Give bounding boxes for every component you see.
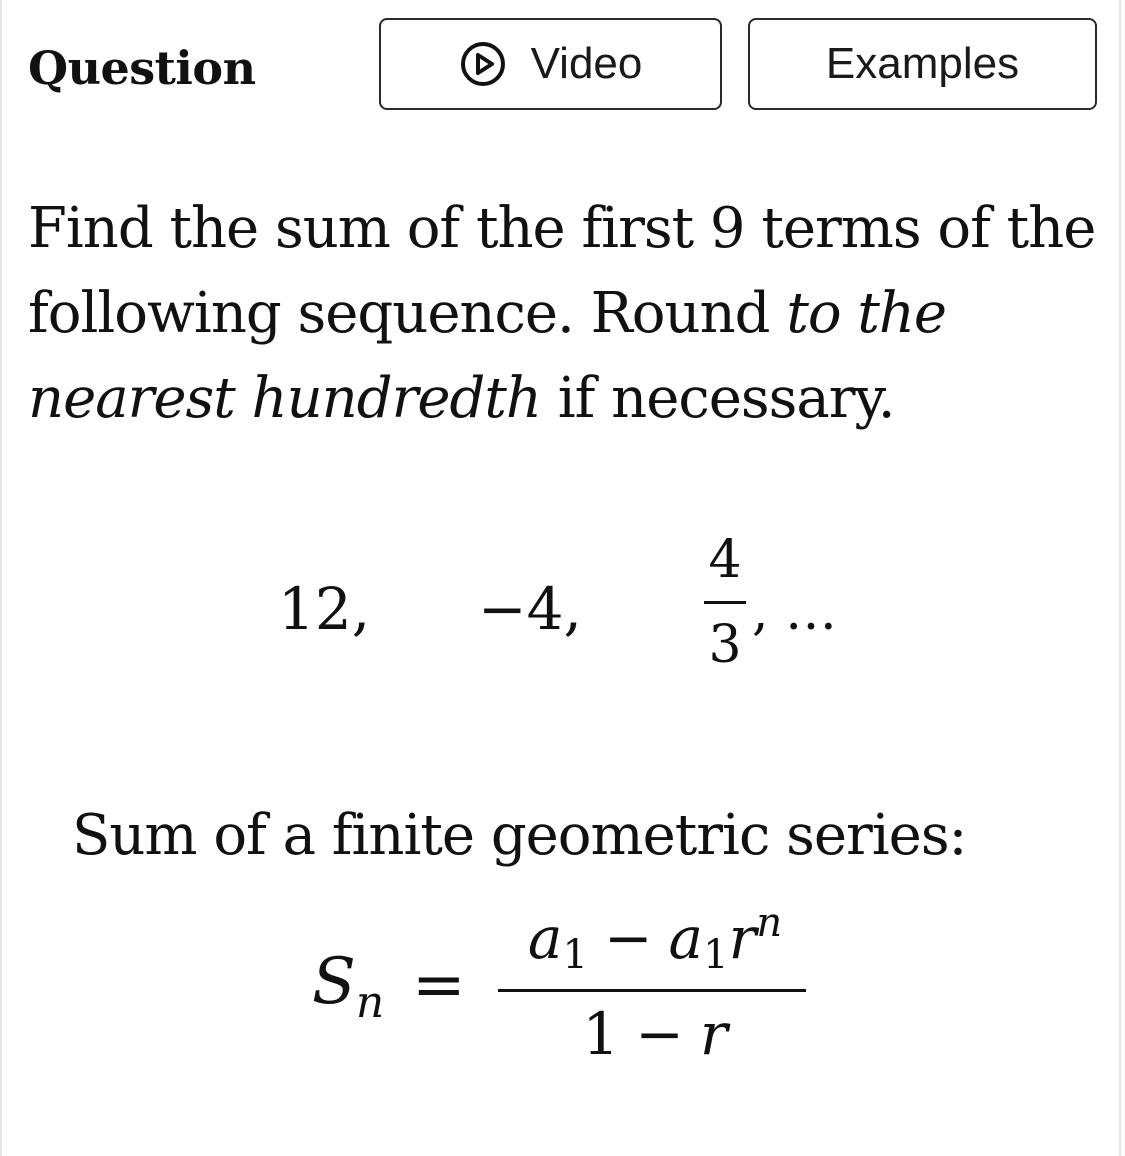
- numerator-a-2: a: [668, 904, 704, 972]
- denominator-r: r: [699, 1000, 728, 1068]
- formula-s-subscript: n: [355, 977, 385, 1028]
- denominator-minus: −: [635, 1000, 684, 1068]
- play-circle-icon: [459, 40, 507, 88]
- sequence-term-3-numerator: 4: [708, 530, 742, 590]
- numerator-sub-1: 1: [562, 932, 588, 978]
- sequence-term-3-fraction: [700, 525, 750, 680]
- prompt-text-italic: to the nearest hundredth: [28, 281, 947, 431]
- numerator-a: a: [527, 904, 563, 972]
- formula-lhs: [312, 945, 384, 1028]
- sequence-term-2: −4,: [478, 575, 582, 643]
- sequence-term-1: 12,: [278, 575, 371, 643]
- prompt-text-2: if necessary.: [540, 366, 895, 431]
- sequence-ellipsis: , …: [752, 582, 838, 642]
- formula-equals: =: [412, 948, 466, 1022]
- numerator-minus: −: [603, 904, 653, 972]
- formula-numerator: [500, 900, 810, 978]
- numerator-r: r: [728, 904, 757, 972]
- formula-s: S: [312, 945, 356, 1019]
- question-prompt: [28, 186, 1118, 441]
- video-button-label: Video: [530, 39, 643, 88]
- numerator-exponent: n: [756, 900, 783, 946]
- video-button[interactable]: [379, 18, 722, 110]
- prompt-text-1: Find the sum of the first 9 terms of the following sequence. Round: [28, 196, 1096, 346]
- formula-denominator: [500, 1000, 810, 1068]
- sequence-term-3-denominator: 3: [708, 615, 742, 675]
- examples-button-label: Examples: [825, 39, 1020, 88]
- page-title: Question: [28, 41, 256, 95]
- denominator-one: 1: [582, 1000, 620, 1068]
- geometric-sum-formula: [300, 900, 840, 1090]
- formula-title: Sum of a finite geometric series:: [72, 803, 967, 868]
- formula-fraction-bar: [498, 989, 806, 992]
- fraction-bar: [704, 601, 746, 604]
- examples-button[interactable]: [748, 18, 1097, 110]
- numerator-sub-2: 1: [703, 932, 729, 978]
